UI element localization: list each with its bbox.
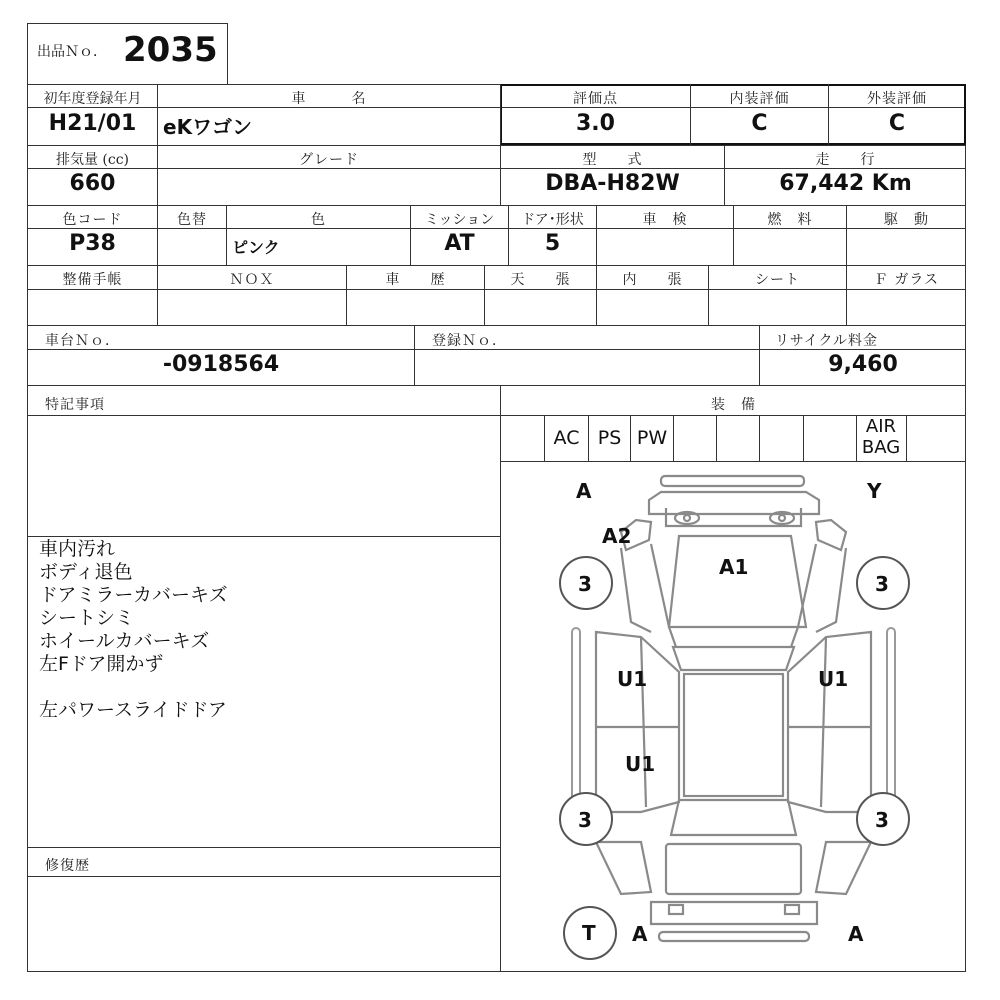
- interior-label: 内装評価: [729, 91, 790, 107]
- equipment-label: 装 備: [711, 397, 756, 413]
- mark-tire-fl: 3: [578, 572, 592, 596]
- door-value: 5: [544, 231, 561, 256]
- mark-tire-rl: 3: [578, 808, 592, 832]
- remark-line: [39, 676, 489, 699]
- car-diagram: [501, 462, 966, 972]
- exterior-value: C: [888, 111, 906, 136]
- equipment-ps: PS: [597, 427, 622, 449]
- displacement-value: 660: [69, 171, 116, 196]
- mark-rear-left: A: [632, 922, 648, 946]
- remark-line: シートシミ: [39, 607, 135, 629]
- mission-value: AT: [444, 231, 475, 256]
- color-value: ピンク: [232, 238, 280, 257]
- mark-tire-fr: 3: [875, 572, 889, 596]
- mark-hood: A1: [719, 555, 749, 579]
- interior-value: C: [751, 111, 768, 136]
- equipment-pw: PW: [636, 427, 668, 449]
- mark-door-fr: U1: [818, 667, 849, 691]
- color-change-label: 色替: [177, 212, 207, 228]
- sunroof-label: 天 張: [510, 272, 571, 288]
- reg-no-label: 登録Ｎｏ．: [432, 333, 507, 349]
- service-book-label: 整備手帳: [62, 272, 123, 288]
- color-label: 色: [311, 212, 326, 228]
- history-label: 車 歴: [385, 272, 446, 288]
- lot-number-box: [27, 23, 228, 85]
- equipment-airbag: AIR BAG: [861, 416, 901, 458]
- chassis-no-value: -0918564: [162, 352, 280, 377]
- inspection-label: 車 検: [642, 212, 688, 228]
- lot-label: 出品Ｎｏ．: [37, 44, 107, 60]
- first-reg-label: 初年度登録年月: [43, 91, 142, 107]
- first-reg-value: H21/01: [48, 111, 137, 136]
- repair-history-label: 修復歴: [45, 858, 90, 874]
- color-code-value: P38: [69, 231, 116, 256]
- remark-line: 左Fドア開かず: [39, 653, 164, 675]
- mission-label: ミッション: [424, 212, 495, 228]
- door-label: ドア･形状: [521, 212, 584, 228]
- displacement-label: 排気量 (cc): [55, 152, 130, 168]
- mark-hood-left: A2: [602, 524, 632, 548]
- mark-door-rl: U1: [625, 752, 656, 776]
- remark-line: ボディ退色: [39, 561, 133, 583]
- mark-front-left: A: [576, 479, 592, 503]
- exterior-label: 外装評価: [867, 91, 927, 107]
- remark-line: ホイールカバーキズ: [39, 630, 210, 652]
- car-name-value: eKワゴン: [163, 115, 253, 139]
- model-label: 型 式: [582, 152, 643, 168]
- remark-line: 車内汚れ: [39, 538, 116, 560]
- mark-tire-rr: 3: [875, 808, 889, 832]
- recycle-label: リサイクル料金: [775, 333, 879, 349]
- f-glass-label: Ｆ ガラス: [873, 272, 940, 288]
- mark-door-fl: U1: [617, 667, 648, 691]
- seat-label: シート: [755, 272, 800, 288]
- mark-rear-right: A: [848, 922, 864, 946]
- chassis-no-label: 車台Ｎｏ．: [45, 333, 120, 349]
- grade-label: グレード: [299, 152, 359, 168]
- mileage-value: 67,442 Km: [779, 171, 912, 196]
- remark-line: ドアミラーカバーキズ: [39, 584, 228, 606]
- mark-front-right: Y: [867, 479, 882, 503]
- fuel-label: 燃 料: [767, 212, 813, 228]
- remarks-list: [39, 538, 489, 722]
- color-code-label: 色コード: [62, 212, 123, 228]
- recycle-value: 9,460: [828, 352, 898, 377]
- score-value: 3.0: [576, 111, 615, 136]
- remarks-label: 特記事項: [45, 397, 105, 413]
- equipment-ac: AC: [553, 427, 580, 449]
- mileage-label: 走 行: [815, 152, 876, 168]
- nox-label: ＮＯＸ: [229, 272, 275, 288]
- lot-number: 2035: [123, 30, 218, 70]
- car-name-label: 車 名: [291, 91, 367, 107]
- drive-label: 駆 動: [884, 212, 929, 228]
- remark-line: 左パワースライドドア: [39, 699, 227, 721]
- score-label: 評価点: [573, 91, 618, 107]
- mark-rear-center: T: [582, 921, 596, 945]
- model-value: DBA-H82W: [545, 171, 680, 196]
- interior-trim-label: 内 張: [622, 272, 683, 288]
